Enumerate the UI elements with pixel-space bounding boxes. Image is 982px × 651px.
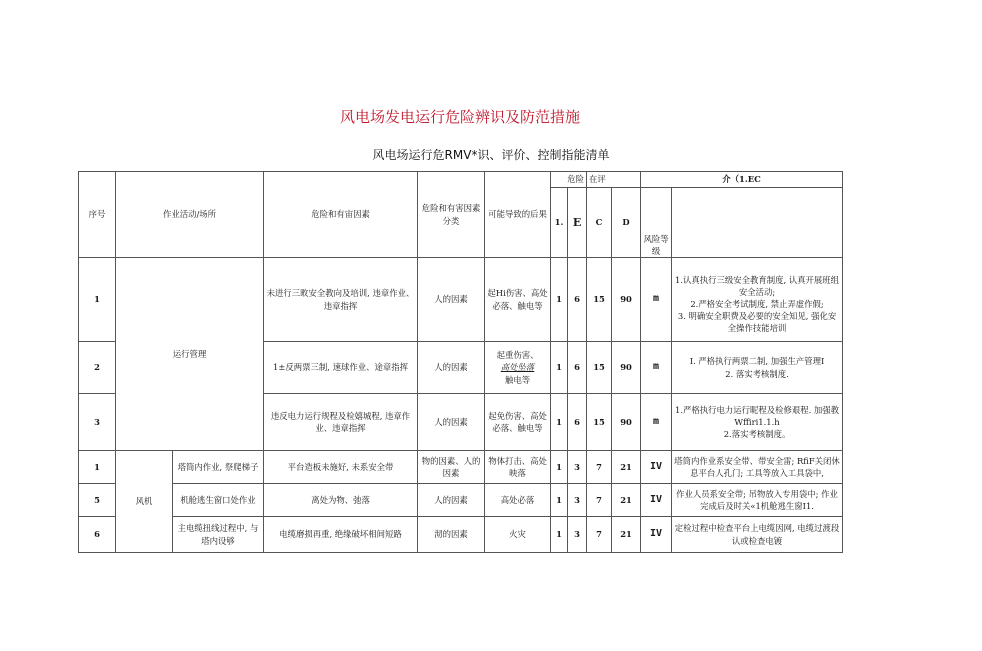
table-row (79, 258, 843, 342)
row-category: 人的因素 (418, 342, 485, 394)
row-d: 90 (612, 258, 641, 342)
row-l: 1 (551, 517, 568, 553)
activity-group-operations: 运行管理 (116, 258, 264, 451)
document-title: 风电场发电运行危险辨识及防范措施 (339, 108, 580, 126)
header-e: E (568, 188, 587, 258)
row-seq: 2 (79, 342, 116, 394)
header-activity: 作业活动/场所 (116, 172, 264, 258)
header-group-b: 在评 (587, 172, 641, 188)
row-sub-activity: 塔筒内作业, 祭爬梯子 (173, 451, 264, 484)
header-consequence: 可能导致的后果 (485, 172, 551, 258)
row-level: m (641, 394, 672, 451)
row-seq: 3 (79, 394, 116, 451)
row-category: 人的因素 (418, 394, 485, 451)
header-row-1 (79, 172, 843, 188)
measure-line: Wffiri1.1.h (734, 416, 780, 427)
row-consequence: 高处必落 (485, 484, 551, 517)
row-hazard: 违反电力运行规程及检嬉城程, 违章作业、违章指挥 (264, 394, 418, 451)
row-e: 3 (568, 517, 587, 553)
row-l: 1 (551, 394, 568, 451)
row-consequence: 火灾 (485, 517, 551, 553)
document-subtitle: 风电场运行危RMV*识、评价、控制指能清单 (372, 148, 610, 162)
header-seq: 序号 (79, 172, 116, 258)
row-consequence (485, 342, 551, 394)
row-d: 21 (612, 484, 641, 517)
row-l: 1 (551, 258, 568, 342)
row-level: m (641, 342, 672, 394)
measure-line: 2.落实考核制度。 (723, 429, 791, 440)
row-category: 人的因素 (418, 258, 485, 342)
header-hazard: 危险和有宙因素 (264, 172, 418, 258)
row-seq: 6 (79, 517, 116, 553)
header-l: 1. (551, 188, 568, 258)
header-d: D (612, 188, 641, 258)
row-e: 6 (568, 342, 587, 394)
row-l: 1 (551, 342, 568, 394)
row-e: 3 (568, 484, 587, 517)
row-c: 7 (587, 451, 612, 484)
header-group-c: 介（1.EC (641, 172, 843, 188)
row-measures (672, 258, 843, 342)
row-seq: 1 (79, 451, 116, 484)
row-c: 15 (587, 342, 612, 394)
measure-line: I. 严格执行两票二制, 加强生产管理I (689, 356, 825, 367)
row-hazard: 离处为物、弛落 (264, 484, 418, 517)
measure-line: 2.严格安全考试制度, 禁止弄虚作假; (690, 298, 824, 309)
row-hazard: 电缆磨损再重, 绝缘破坏相间短路 (264, 517, 418, 553)
row-category: 物的因素、人的因素 (418, 451, 485, 484)
row-l: 1 (551, 484, 568, 517)
table-row (79, 517, 843, 553)
row-measures: 塔筒内作业系安全带、带安全雷; RfiF关闭休息平台人孔门; 工具等放入工具袋中, (672, 451, 843, 484)
row-consequence: 起免伤害、高处必落、触电等 (485, 394, 551, 451)
row-l: 1 (551, 451, 568, 484)
row-consequence: 物体打击、高处映落 (485, 451, 551, 484)
header-group-a: 危险 (551, 172, 587, 188)
row-consequence: 起Hi伤害、高处必落、触电等 (485, 258, 551, 342)
row-measures: 定检过程中检查平台上电缆因网, 电缆过渡段认或检查电镀 (672, 517, 843, 553)
measure-line: 2. 落实考核制度. (725, 368, 789, 379)
row-measures (672, 394, 843, 451)
row-c: 15 (587, 394, 612, 451)
row-level: m (641, 258, 672, 342)
row-level: IV (641, 517, 672, 553)
row-d: 21 (612, 517, 641, 553)
row-c: 7 (587, 484, 612, 517)
row-category: 沏的因素 (418, 517, 485, 553)
row-seq: 1 (79, 258, 116, 342)
row-category: 人的因素 (418, 484, 485, 517)
table-row (79, 451, 843, 484)
row-d: 21 (612, 451, 641, 484)
risk-table (78, 171, 843, 553)
row-hazard: 未进行三畋安全教向及培训, 违章作业、违章指挥 (264, 258, 418, 342)
measure-line: 1.严格执行电力运行昵程及检修艰程. 加强教 (674, 404, 840, 415)
activity-group-turbine: 风机 (116, 451, 173, 553)
consequence-line: 高处坠落 (500, 362, 535, 373)
consequence-line: 触电等 (504, 374, 531, 385)
row-level: IV (641, 484, 672, 517)
measure-line: 3. 明确安全职费及必要的安全知见, 强化安全操作技能培训 (677, 311, 837, 334)
row-hazard: 平台造板未施好, 未系安全带 (264, 451, 418, 484)
row-e: 6 (568, 394, 587, 451)
row-measures (672, 342, 843, 394)
row-d: 90 (612, 394, 641, 451)
row-d: 90 (612, 342, 641, 394)
header-category: 危险和有害因素分类 (418, 172, 485, 258)
row-c: 7 (587, 517, 612, 553)
row-e: 6 (568, 258, 587, 342)
row-e: 3 (568, 451, 587, 484)
table-row (79, 484, 843, 517)
measure-line: 1.认真执行三级安全教育制度, 认真开展班组安全活动; (674, 274, 840, 297)
row-sub-activity: 主电缆扭线过程中, 与塔内设够 (173, 517, 264, 553)
header-level: 风险等级 (641, 188, 672, 258)
row-level: IV (641, 451, 672, 484)
row-measures: 作业人员系安全带; 吊物放入专用袋中; 作业完成后及时关«1机舱逃生窗I1. (672, 484, 843, 517)
row-seq: 5 (79, 484, 116, 517)
consequence-line: 起重伤害、 (496, 350, 539, 361)
row-hazard: 1±反两票三制, 速球作业、途章指挥 (264, 342, 418, 394)
row-sub-activity: 机舱逃生窗口处作业 (173, 484, 264, 517)
row-c: 15 (587, 258, 612, 342)
header-c: C (587, 188, 612, 258)
